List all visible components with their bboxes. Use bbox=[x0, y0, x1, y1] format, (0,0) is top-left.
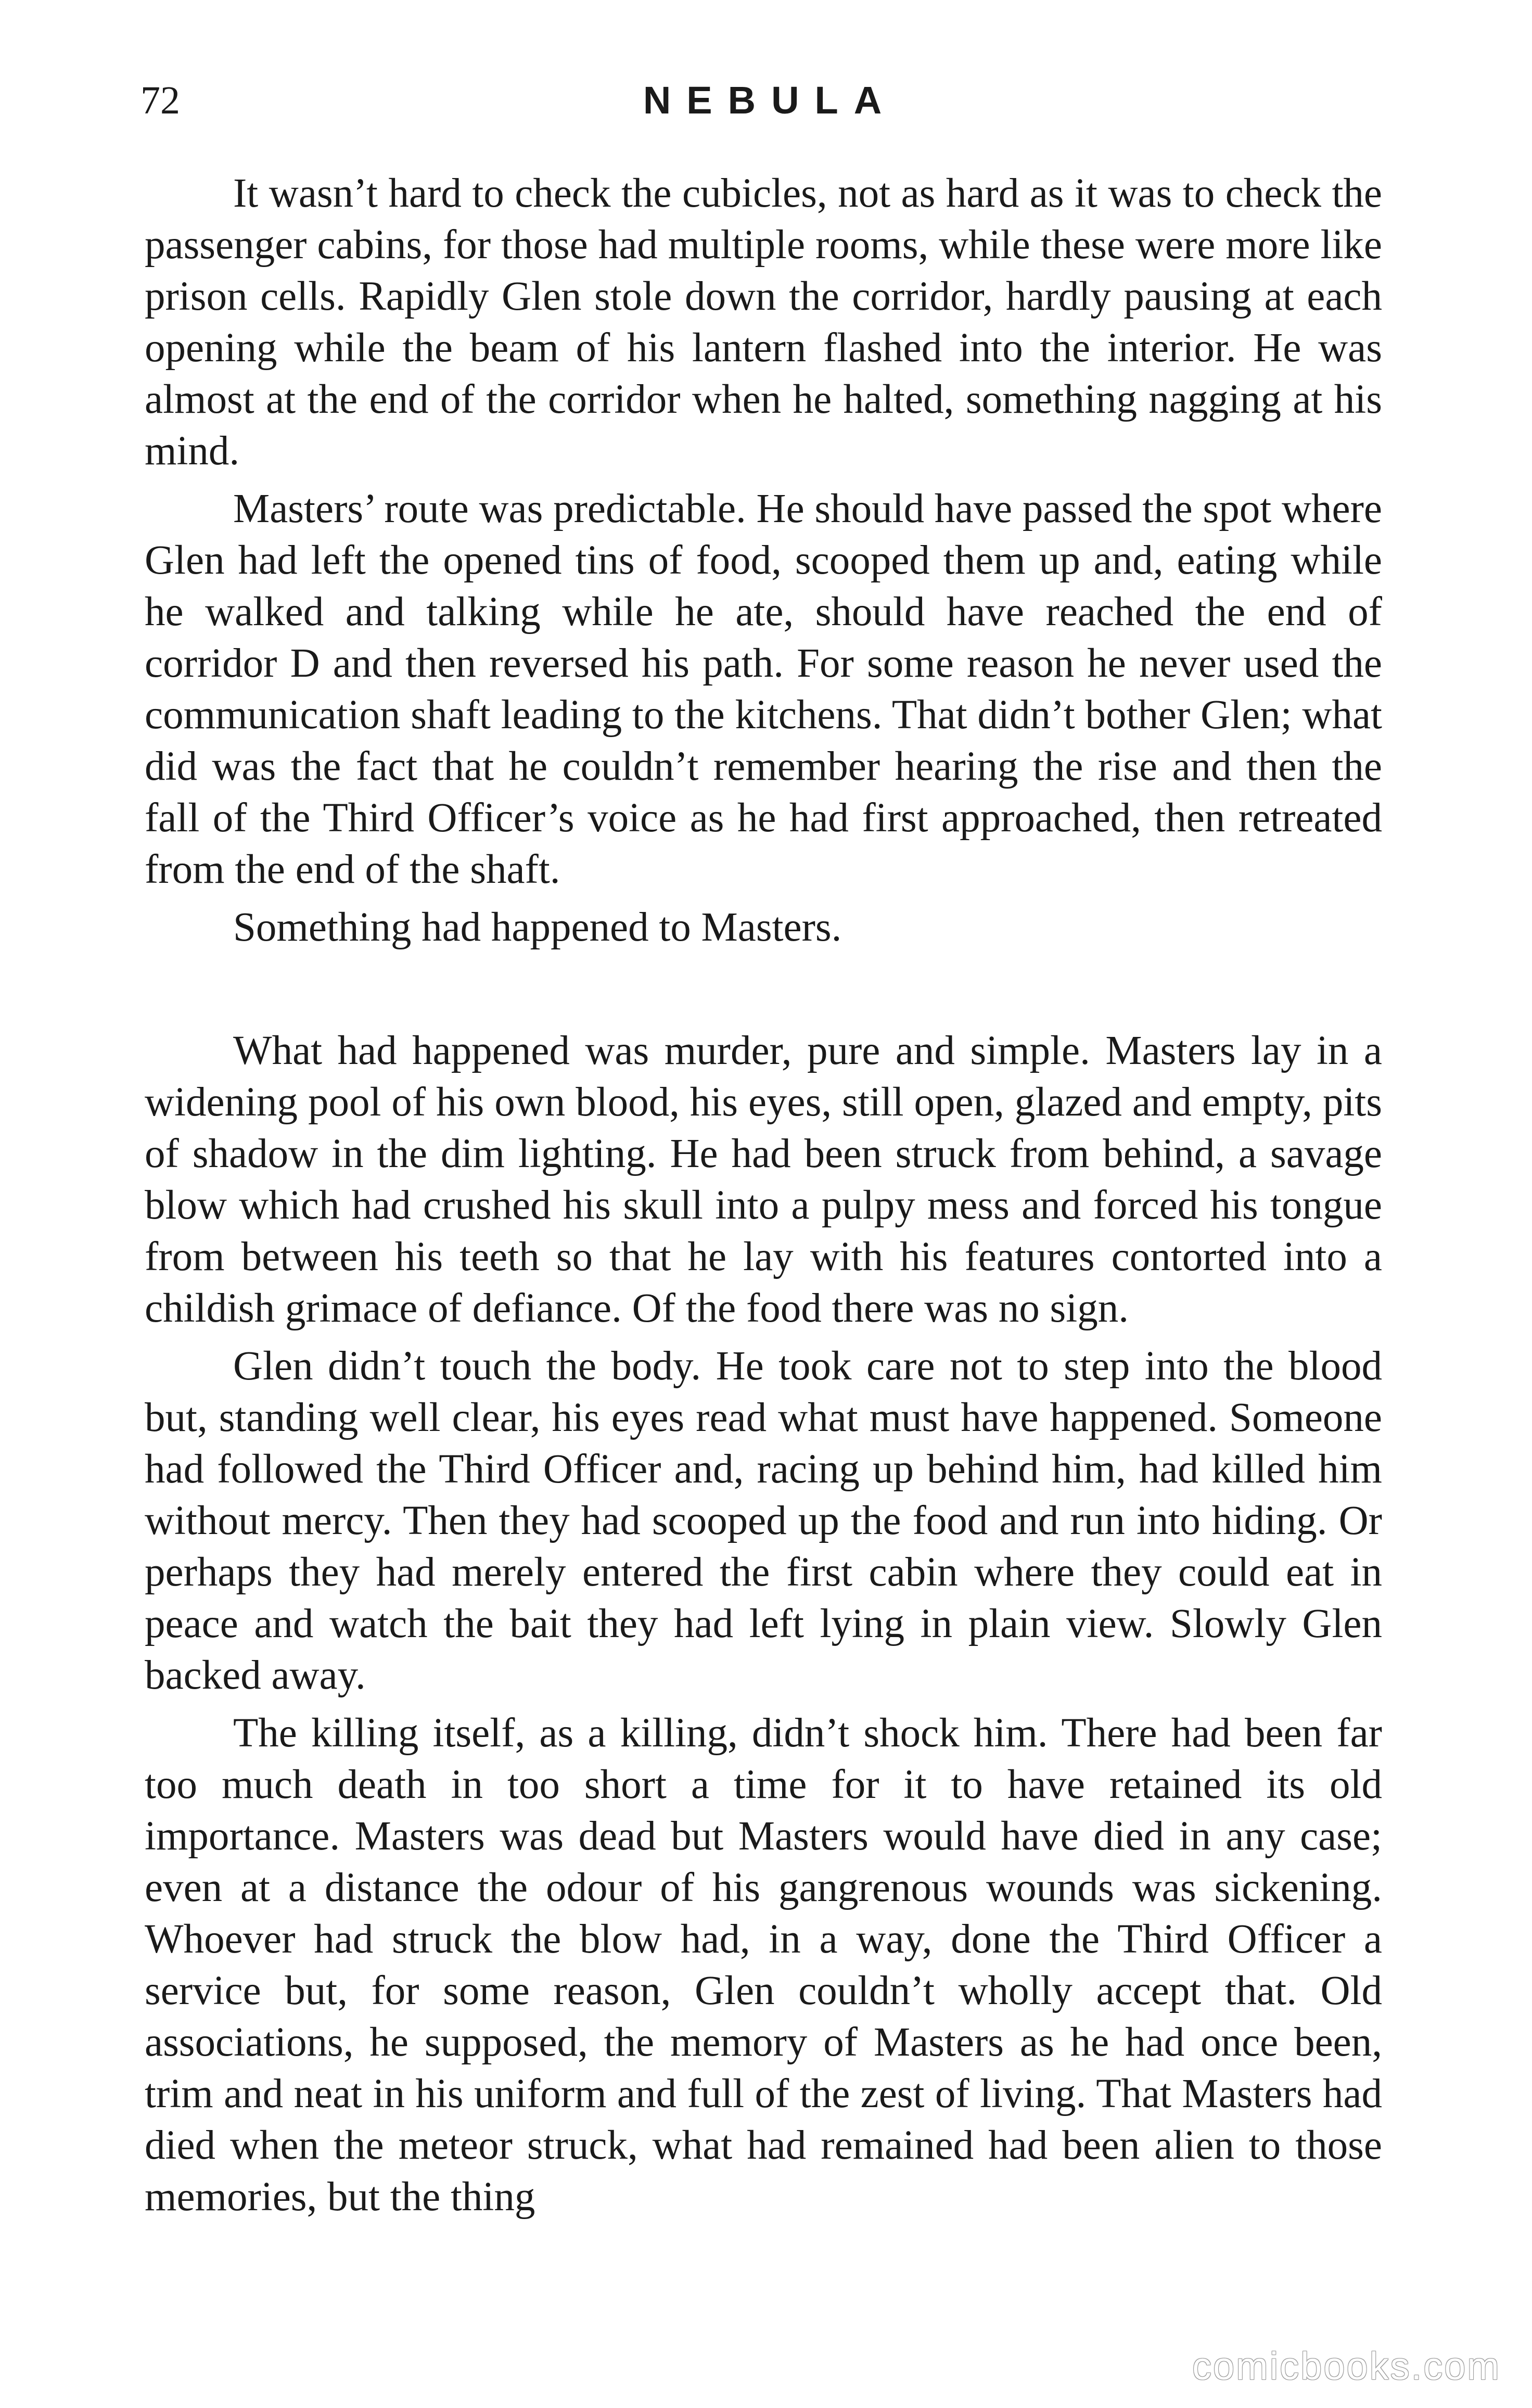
paragraph-something-happened: Something had happened to Masters. bbox=[233, 905, 842, 950]
section-break bbox=[145, 959, 1382, 1025]
paragraph-body: Glen didn’t touch the body. He took care not to step into the blood but, standing well clear, his eyes read what must have happened. Someone had followed the Third Officer and, racing up behind him, had killed him without mercy. Then they had scooped up the food and run into hiding. Or perhaps they had merely entered the first cabin where they could eat in peace and watch the bait they had left lying in plain view. Slowly Glen backed away. bbox=[145, 1344, 1382, 1698]
paragraph-killing: The killing itself, as a killing, didn’t shock him. There had been far too much death in too short a time for it to have retained its old importance. Masters was dead but Masters would have died in any case; even at a distance the odour of his gangrenous wounds was sickening. Whoever had struck the blow had, in a way, done the Third Officer a service but, for some reason, Glen couldn’t wholly accept that. Old associations, he supposed, the memory of Masters as he had once been, trim and neat in his uniform and full of the zest of living. That Masters had died when the meteor struck, what had remained had been alien to those memories, but the thing bbox=[145, 1710, 1382, 2220]
paragraph-murder: What had happened was murder, pure and simple. Masters lay in a widening pool of his own blood, his eyes, still open, glazed and empty, pits of shadow in the dim lighting. He had been struck from behind, a savage blow which had crushed his skull into a pulpy mess and forced his tongue from between his teeth so that he lay with his features contorted into a childish grimace of defiance. Of the food there was no sign. bbox=[145, 1028, 1382, 1331]
body-text bbox=[145, 168, 1382, 2229]
page-number: 72 bbox=[141, 79, 180, 122]
running-head bbox=[141, 72, 1384, 129]
paragraph-masters-route: Masters’ route was predictable. He should have passed the spot where Glen had left the opened tins of food, scooped them up and, eating while he walked and talking while he ate, should have reached the end of corridor D and then reversed his path. For some reason he never used the communication shaft leading to the kitchens. That didn’t bother Glen; what did was the fact that he couldn’t remember hearing the rise and then the fall of the Third Officer’s voice as he had first approached, then retreated from the end of the shaft. bbox=[145, 486, 1382, 892]
magazine-title: NEBULA bbox=[643, 79, 898, 122]
watermark-text: comicbooks.com bbox=[1192, 2344, 1501, 2388]
paragraph-cubicles: It wasn’t hard to check the cubicles, not as hard as it was to check the passenger cabins, for those had multiple rooms, while these were more like prison cells. Rapidly Glen stole down the corridor, hardly pausing at each opening while the beam of his lantern flashed into the interior. He was almost at the end of the corridor when he halted, something nagging at his mind. bbox=[145, 171, 1382, 474]
